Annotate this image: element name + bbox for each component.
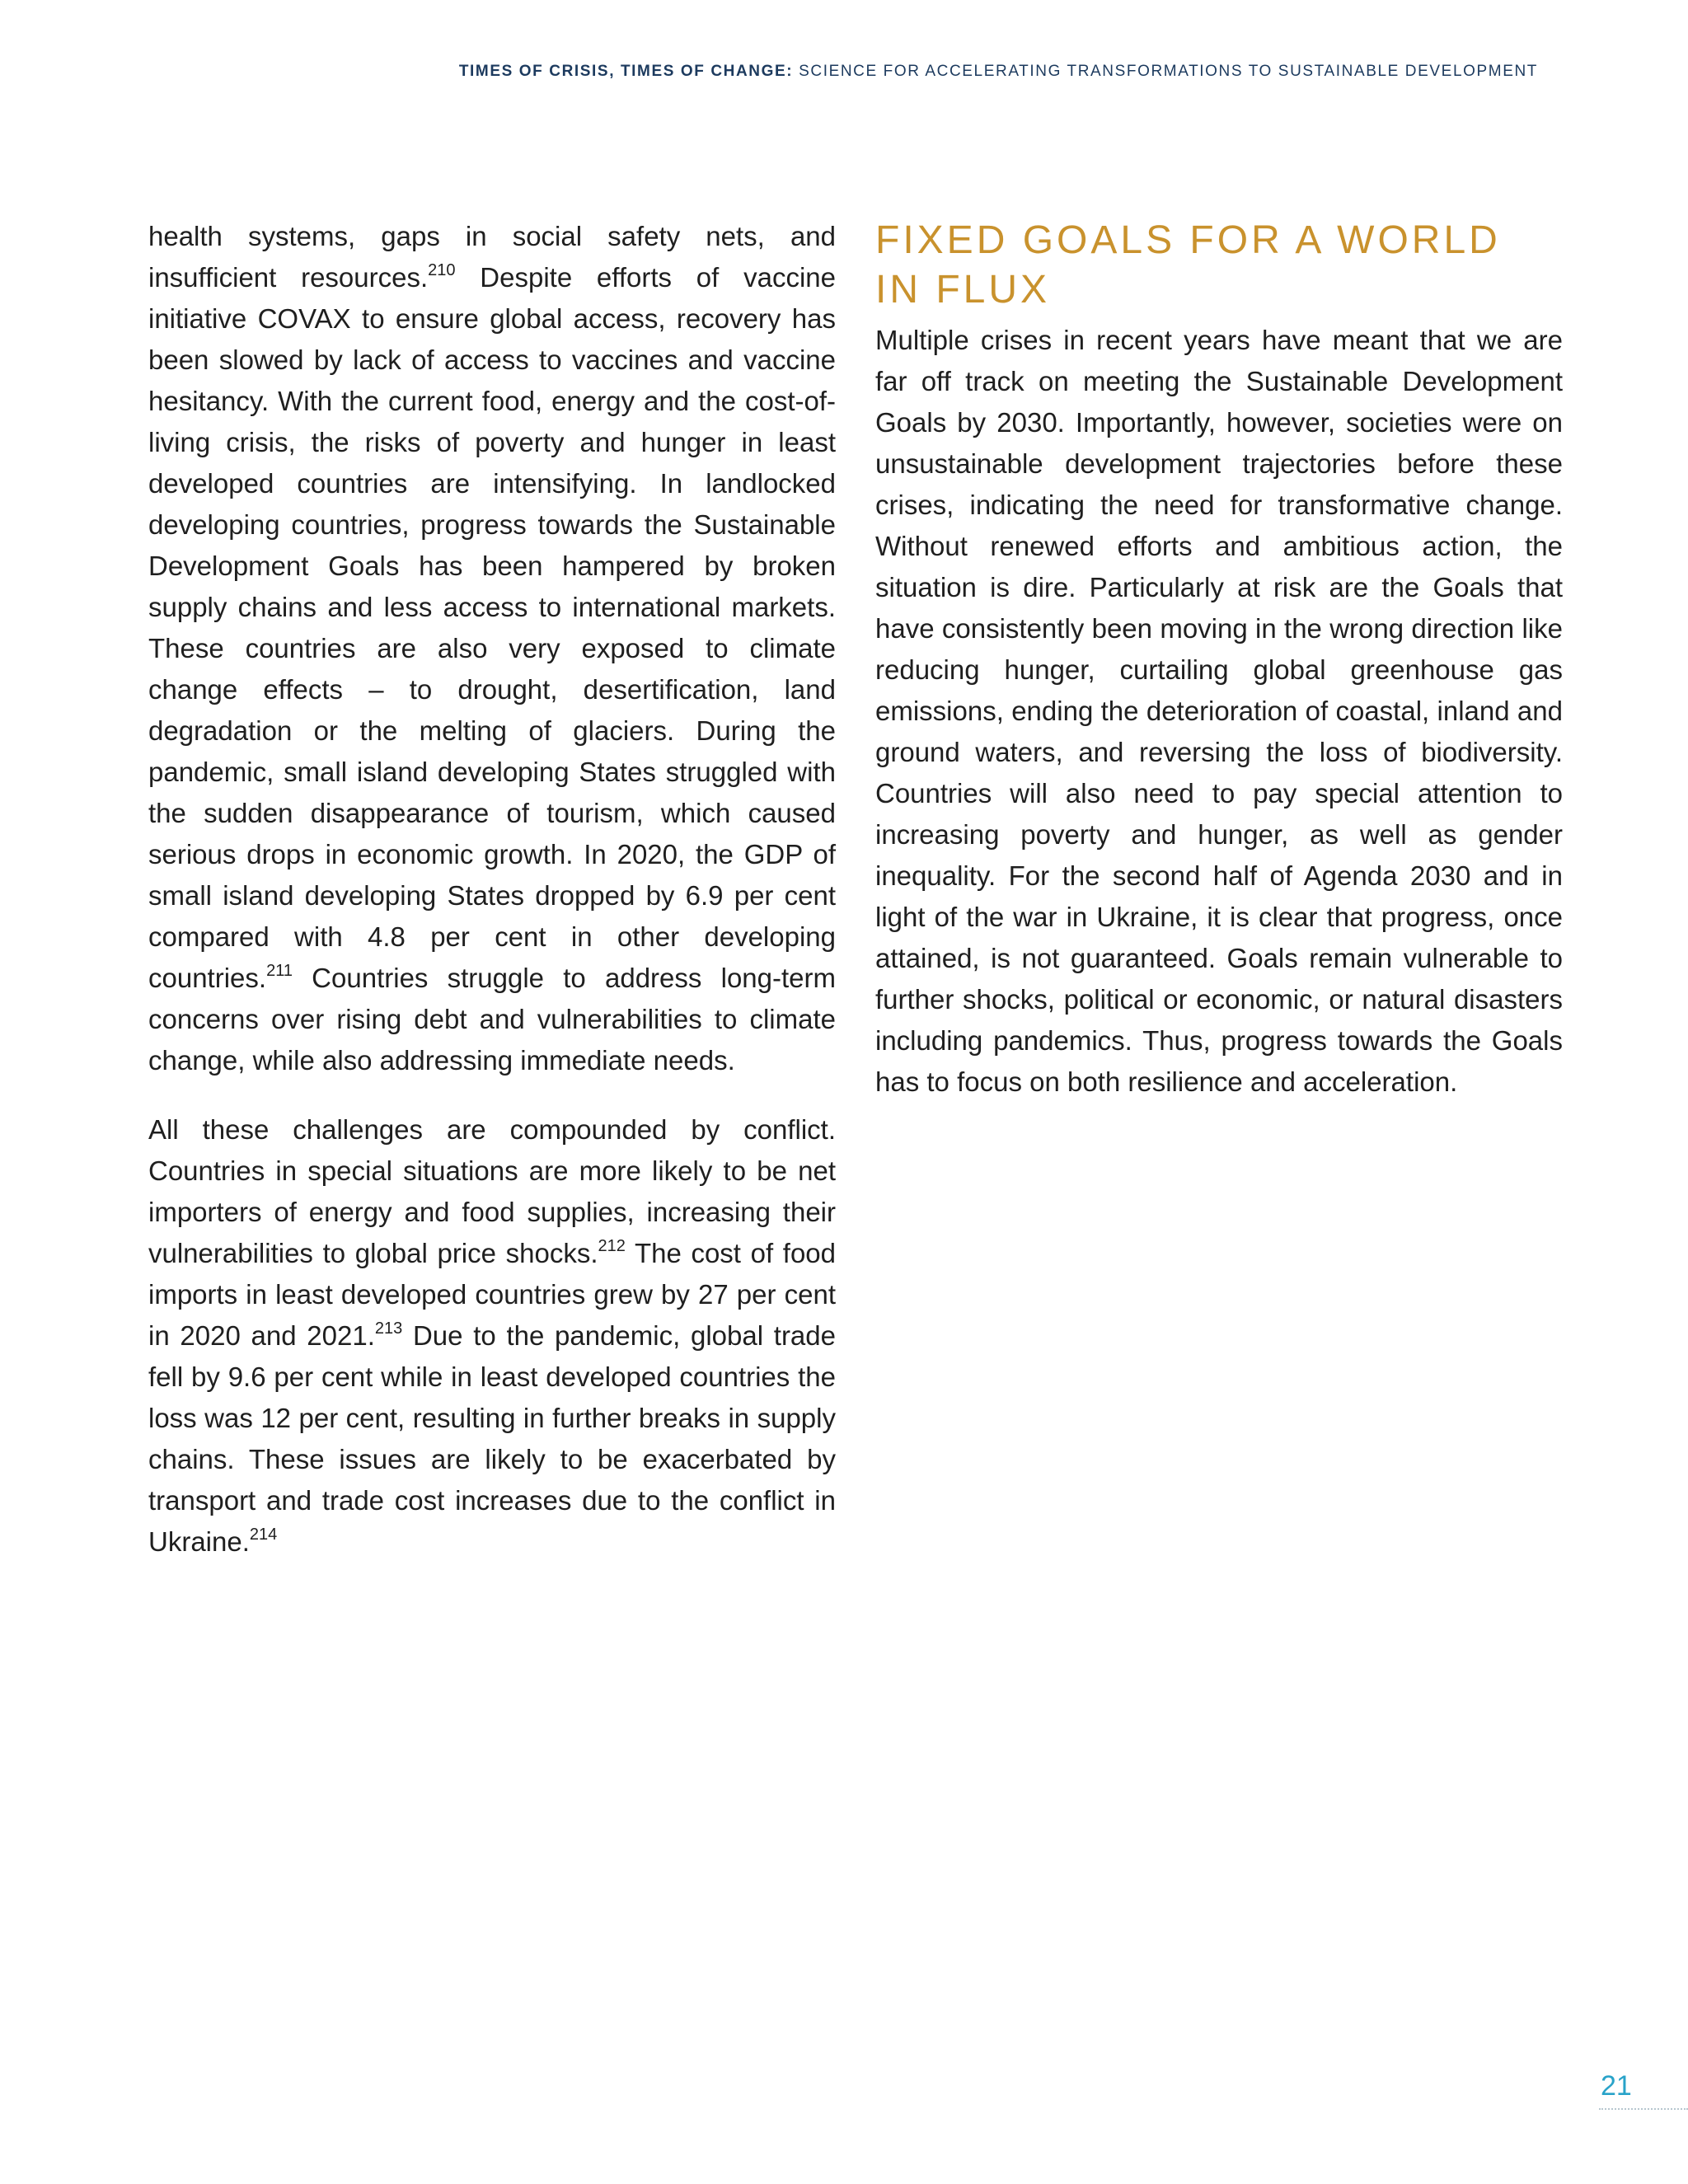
footnote-ref-213: 213 xyxy=(374,1319,403,1338)
footnote-ref-211: 211 xyxy=(266,962,293,980)
paragraph-text: All these challenges are compounded by conflict. Countries in special situations are more likely to be net importers of energy and food supplies, increasing their vulnerabilities to global price shocks. xyxy=(148,1114,836,1268)
page-number-rule xyxy=(1599,2108,1688,2110)
right-column xyxy=(875,216,1563,1103)
paragraph-text: The cost of food imports in least developed countries grew by 27 per cent in 2020 and 2021. xyxy=(148,1238,837,1351)
running-header-series: TIMES OF CRISIS, TIMES OF CHANGE: xyxy=(458,63,794,80)
paragraph-fixed-goals: Multiple crises in recent years have meant that we are far off track on meeting the Sustainable Development Goals by 2030. Importantly, however, societies were on unsustainable development trajectories before these crises, indicating the need for transformative change. Without renewed efforts and ambitious action, the situation is dire. Particularly at risk are the Goals that have consistently been moving in the wrong direction like reducing hunger, curtailing global greenhouse gas emissions, ending the deterioration of coastal, inland and ground waters, and reversing the loss of biodiversity. Countries will also need to pay special attention to increasing poverty and hunger, as well as gender inequality. For the second half of Agenda 2030 and in light of the war in Ukraine, it is clear that progress, once attained, is not guaranteed. Goals remain vulnerable to further shocks, political or economic, or natural disasters including pandemics. Thus, progress towards the Goals has to focus on both resilience and acceleration. xyxy=(875,325,1563,1097)
footnote-ref-214: 214 xyxy=(249,1526,278,1544)
paragraph-text: health systems, gaps in social safety nets, and insufficient resources. xyxy=(148,221,836,293)
running-header-subtitle: SCIENCE FOR ACCELERATING TRANSFORMATIONS TO SUSTAINABLE DEVELOPMENT xyxy=(793,63,1538,80)
paragraph-text: Countries struggle to address long-term concerns over rising debt and vulnerabilities to climate change, while also addressing immediate needs. xyxy=(148,963,836,1076)
footnote-ref-212: 212 xyxy=(598,1237,626,1255)
footnote-ref-210: 210 xyxy=(428,261,456,279)
paragraph-text: Due to the pandemic, global trade fell by 9.6 per cent while in least developed countries the loss was 12 per cent, resulting in further breaks in supply chains. These issues are likely to be exacerbated by transport and trade cost increases due to the conflict in Ukraine. xyxy=(148,1320,836,1557)
paragraph-text: Despite efforts of vaccine initiative COVAX to ensure global access, recovery has been slowed by lack of access to vaccines and vaccine hesitancy. With the current food, energy and the cost-of-living crisis, the risks of poverty and hunger in least developed countries are intensifying. In landlocked developing countries, progress towards the Sustainable Development Goals has been hampered by broken supply chains and less access to international markets. These countries are also very exposed to climate change effects – to drought, desertification, land degradation or the melting of glaciers. During the pandemic, small island developing States struggled with the sudden disappearance of tourism, which caused serious drops in economic growth. In 2020, the GDP of small island developing States dropped by 6.9 per cent compared with 4.8 per cent in other developing countries. xyxy=(148,262,836,993)
paragraph-health-systems xyxy=(148,216,836,1081)
paragraph-conflict xyxy=(148,1109,836,1563)
section-heading: FIXED GOALS FOR A WORLD IN FLUX xyxy=(875,218,1501,312)
running-header xyxy=(459,63,1538,81)
page-number: 21 xyxy=(1601,2070,1632,2102)
left-column xyxy=(148,216,836,1563)
